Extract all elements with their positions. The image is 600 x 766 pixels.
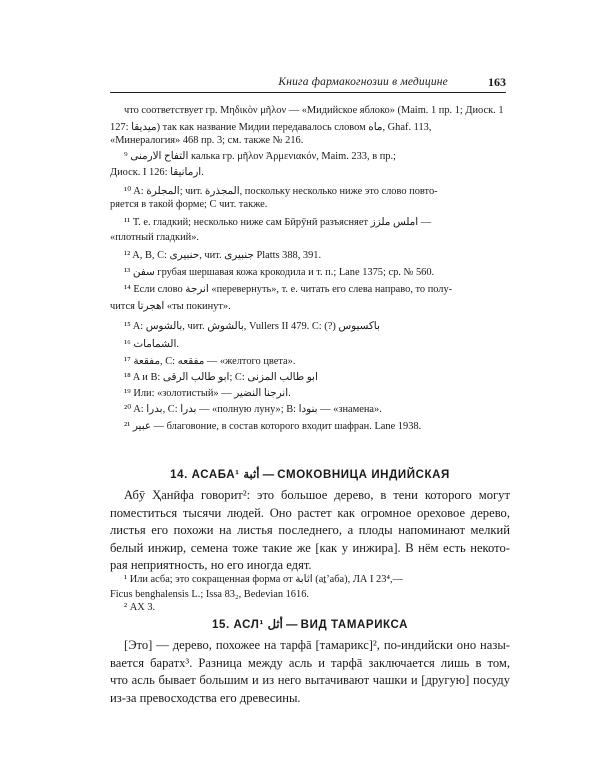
paragraph-line: листья его похожи на листья последнего, а плоды напоминают мелкий	[110, 523, 510, 538]
footnote-line: Диоск. I 126: ارمانيقا.	[110, 167, 204, 178]
footnote-line: ряется в такой форме; C чит. также.	[110, 199, 268, 210]
section-15-text	[110, 637, 510, 707]
paragraph-line: из-за превосходства его древесины.	[110, 690, 301, 705]
paragraph-line: что асль бывает большим и из него вытачивают чашки и [другую] посуду	[110, 673, 510, 688]
footnote-line: ¹⁵ A: بالشوس, чит. بالشوش, Vullers II 479. C: (?) باكسيوس	[124, 321, 380, 332]
footnote-line: ¹⁷ مفقعة, C: مفقعه — «желтого цвета».	[124, 356, 296, 367]
section-15-heading: 15. АСЛ¹ أثل — ВИД ТАМАРИКСА	[211, 619, 409, 631]
footnote-line: ²⁰ A: بدرا, C: بدرا — «полную луну»; B: بنودا — «знамена».	[124, 404, 382, 415]
paragraph-line: [Это] — дерево, похожее на тарфā [тамарикс]², по-индийски оно назы-	[124, 638, 510, 652]
footnote-line: ¹² A, B, C: حنبيرى, чит. جنبيرى Platts 388, 391.	[124, 250, 322, 261]
footnote-line: ¹¹ Т. е. гладкий; несколько ниже сам Бӣрӯнӣ разъясняет املس ملزز —	[124, 217, 432, 228]
paragraph-line: рая неприятность, но его иногда едят.	[110, 558, 312, 573]
footnote-line: 127: ميديقا) так как название Мидии передавалось словом ماه, Ghaf. 113,	[110, 122, 432, 133]
footnotes-top	[110, 104, 510, 433]
paragraph-line: поместиться тысячи людей. Оно растет как огромное ореховое дерево,	[110, 505, 510, 520]
footnote-line: ⁹ التفاح الارمنى калька гр. μῆλον Ἀρμενιακόν, Maim. 233, в пр.;	[124, 151, 396, 162]
footnote-line: что соответствует гр. Μηδικὸν μῆλον — «Мидийское яблоко» (Maim. 1 пр. 1; Диоск. 1	[124, 105, 504, 116]
footnote-line: ¹³ سفن грубая шершавая кожа крокодила и т. п.; Lane 1375; ср. № 560.	[124, 267, 435, 278]
footnote-line: ¹⁰ A: المجلرة; чит. المجذرة, поскольку несколько ниже это слово повто-	[124, 186, 438, 197]
section-14-footnotes	[110, 573, 510, 614]
footnote-line: «Минералогия» 468 пр. 3; см. также № 216.	[110, 135, 304, 146]
paragraph-line: белый инжир, семена тоже такие же [как у инжира]. В нём есть некото-	[110, 540, 510, 555]
paragraph-line: Абӯ Ҳанӣфа говорит²: это большое дерево, в тени которого могут	[124, 488, 510, 502]
footnote-line: ² АХ 3.	[124, 602, 156, 613]
paragraph-line: вается баратх³. Разница между асль и тарфā заключается лишь в том,	[110, 655, 510, 670]
footnote-line: ¹⁸ A и B: ابو طالب الرقى; C: ابو طالب المزنى	[124, 372, 318, 383]
footnote-line: «плотный гладкий».	[110, 232, 200, 243]
running-header	[110, 76, 506, 93]
section-14-text	[110, 487, 510, 575]
footnote-line: ¹⁶ الشمامات.	[124, 339, 179, 350]
footnote-line: ¹⁴ Если слово انرجة «перевернуть», т. е. читать его слева направо, то полу-	[124, 284, 453, 295]
footnote-line: Ficus benghalensis L.; Issa 83₂, Bedevian 1616.	[110, 589, 309, 600]
footnote-line: чится اهجرتا «ты покинут».	[110, 301, 231, 312]
footnote-line: ²¹ عبير — благовоние, в состав которого входит шафран. Lane 1938.	[124, 421, 422, 432]
footnote-line: ¹⁹ Или: «золотистый» — انرجنا النضير.	[124, 388, 291, 399]
page-number: 163	[488, 75, 506, 89]
section-14-heading: 14. АСАБА¹ أثبة — СМОКОВНИЦА ИНДИЙСКАЯ	[170, 469, 450, 481]
footnote-line: ¹ Или асба; это сокращенная форма от اثابة (аṯʼаба), ЛА I 23⁴,—	[124, 574, 404, 585]
running-title: Книга фармакогнозии в медицине	[278, 76, 448, 88]
